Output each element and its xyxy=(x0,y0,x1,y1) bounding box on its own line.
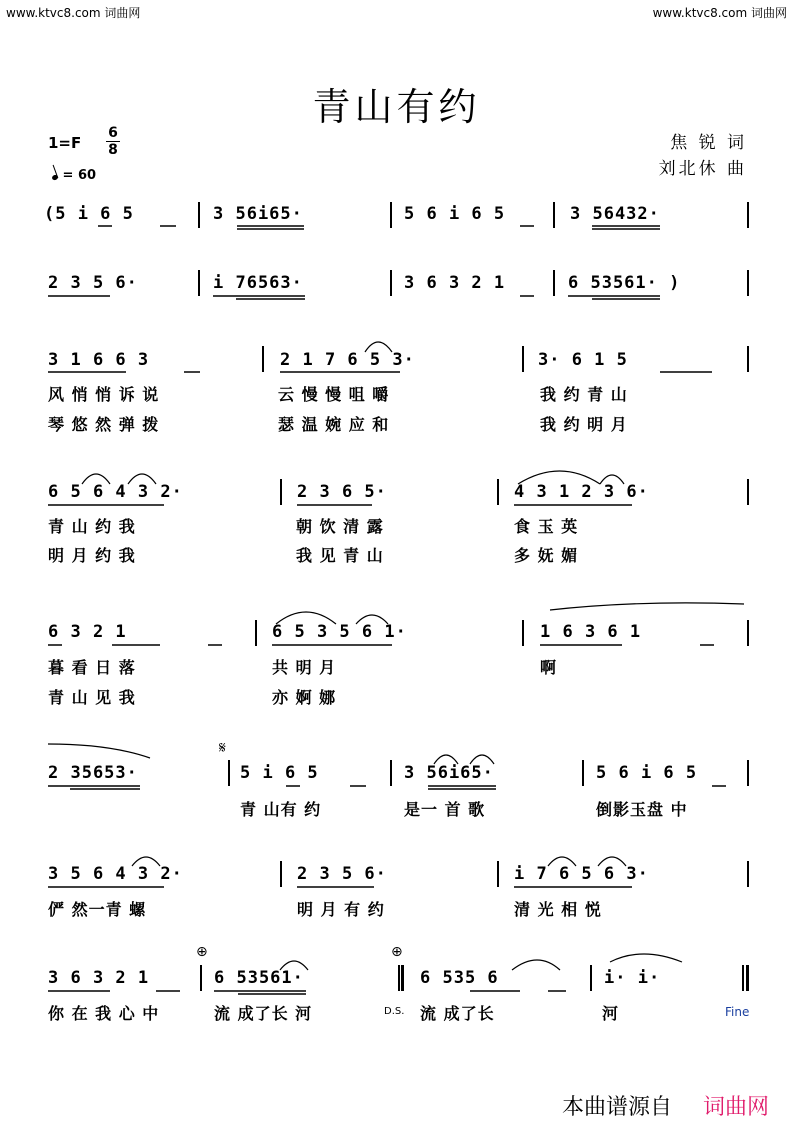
measure-r5-1: 6 3 2 1 xyxy=(48,622,127,642)
lyric-r4-a3: 食 玉 英 xyxy=(514,517,579,536)
barline xyxy=(262,346,264,372)
footer-source: 本曲谱源自 xyxy=(562,1095,673,1120)
measure-r1-1: (5 i 6 5 xyxy=(44,204,134,224)
fine-mark: Fine xyxy=(725,1005,750,1019)
lyric-r8-a2: 流 成了长 河 xyxy=(214,1004,313,1023)
lyric-r5-b1: 青 山 见 我 xyxy=(48,688,136,707)
segno-icon: 𝄋 xyxy=(219,738,226,757)
measure-r8-4: i· i· xyxy=(604,968,661,988)
measure-r6-4: 5 6 i 6 5 xyxy=(596,763,698,783)
measure-r4-2: 2 3 6 5· xyxy=(297,482,387,502)
lyric-r5-a1: 暮 看 日 落 xyxy=(48,658,136,677)
lyric-r8-a4: 河 xyxy=(602,1004,620,1023)
lyric-r3-a3: 我 约 青 山 xyxy=(540,385,628,404)
barline xyxy=(198,270,200,296)
composer: 刘北休 曲 xyxy=(658,159,747,179)
barline xyxy=(742,965,744,991)
barline xyxy=(522,620,524,646)
barline xyxy=(198,202,200,228)
measure-r4-1: 6 5 6 4 3 2· xyxy=(48,482,183,502)
lyric-r6-a3: 是一 首 歌 xyxy=(404,800,486,819)
measure-r5-2: 6 5 3 5 6 1· xyxy=(272,622,407,642)
lyric-r5-a2: 共 明 月 xyxy=(272,658,337,677)
barline xyxy=(747,620,749,646)
coda-icon-2: ⊕ xyxy=(391,944,403,960)
lyric-r4-a2: 朝 饮 清 露 xyxy=(296,517,384,536)
tempo-mark xyxy=(52,168,96,183)
barline xyxy=(746,965,749,991)
lyricist: 焦 锐 词 xyxy=(670,133,747,153)
lyric-r7-a1: 俨 然一青 螺 xyxy=(48,900,147,919)
measure-r3-2: 2 1 7 6 5 3· xyxy=(280,350,415,370)
time-bottom: 8 xyxy=(108,142,118,158)
time-signature xyxy=(106,126,120,157)
measure-r8-3: 6 535 6 xyxy=(420,968,499,988)
measure-r2-1: 2 3 5 6· xyxy=(48,273,138,293)
measure-r6-2: 5 i 6 5 xyxy=(240,763,319,783)
lyric-r4-a1: 青 山 约 我 xyxy=(48,517,136,536)
measure-r2-3: 3 6 3 2 1 xyxy=(404,273,506,293)
lyric-r3-b3: 我 约 明 月 xyxy=(540,415,628,434)
measure-r7-1: 3 5 6 4 3 2· xyxy=(48,864,183,884)
lyric-r3-b1: 琴 悠 然 弹 拨 xyxy=(48,415,160,434)
measure-r3-3: 3· 6 1 5 xyxy=(538,350,628,370)
barline xyxy=(398,965,400,991)
barline xyxy=(522,346,524,372)
measure-r3-1: 3 1 6 6 3 xyxy=(48,350,150,370)
lyric-r7-a3: 清 光 相 悦 xyxy=(514,900,602,919)
barline xyxy=(390,202,392,228)
barline xyxy=(747,479,749,505)
measure-r6-1: 2 35653· xyxy=(48,763,138,783)
barline xyxy=(200,965,202,991)
barline xyxy=(390,270,392,296)
barline xyxy=(553,270,555,296)
barline xyxy=(747,270,749,296)
barline xyxy=(553,202,555,228)
lyric-r4-b3: 多 妩 媚 xyxy=(514,546,579,565)
lyric-r8-a3: 流 成了长 xyxy=(420,1004,495,1023)
lyric-r3-a2: 云 慢 慢 咀 嚼 xyxy=(278,385,390,404)
measure-r7-2: 2 3 5 6· xyxy=(297,864,387,884)
barline xyxy=(390,760,392,786)
barline xyxy=(228,760,230,786)
barline xyxy=(280,861,282,887)
time-top: 6 xyxy=(108,125,118,141)
lyric-r7-a2: 明 月 有 约 xyxy=(297,900,385,919)
measure-r1-4: 3 56432· xyxy=(570,204,660,224)
measure-r8-1: 3 6 3 2 1 xyxy=(48,968,150,988)
measure-r6-3: 3 56i65· xyxy=(404,763,494,783)
lyric-r8-a1: 你 在 我 心 中 xyxy=(48,1004,160,1023)
barline xyxy=(280,479,282,505)
measure-r4-3: 4 3 1 2 3 6· xyxy=(514,482,649,502)
measure-r8-2: 6 53561· xyxy=(214,968,304,988)
barline xyxy=(747,346,749,372)
footer-brand-link[interactable]: 词曲网 xyxy=(703,1095,770,1120)
barline xyxy=(747,760,749,786)
measure-r1-2: 3 56i65· xyxy=(213,204,303,224)
lyric-r3-a1: 风 悄 悄 诉 说 xyxy=(48,385,160,404)
lyric-r3-b2: 瑟 温 婉 应 和 xyxy=(278,415,390,434)
barline xyxy=(401,965,404,991)
barline xyxy=(497,479,499,505)
coda-icon-1: ⊕ xyxy=(196,944,208,960)
quarter-note-icon xyxy=(51,174,58,181)
lyric-r6-a2: 青 山有 约 xyxy=(240,800,322,819)
tempo-value: = 60 xyxy=(62,168,97,183)
barline xyxy=(255,620,257,646)
lyric-r5-a3: 啊 xyxy=(540,658,558,677)
lyric-r4-b2: 我 见 青 山 xyxy=(296,546,384,565)
barline xyxy=(747,202,749,228)
header-left-url[interactable]: www.ktvc8.com 词曲网 xyxy=(6,6,141,20)
lyric-r6-a4: 倒影玉盘 中 xyxy=(596,800,688,819)
measure-r5-3: 1 6 3 6 1 xyxy=(540,622,642,642)
header-right-url[interactable]: www.ktvc8.com 词曲网 xyxy=(652,6,787,20)
ds-mark: D.S. xyxy=(384,1006,405,1017)
key-signature: 1=F xyxy=(48,134,82,152)
song-title: 青山有约 xyxy=(312,85,481,129)
measure-r1-3: 5 6 i 6 5 xyxy=(404,204,506,224)
barline xyxy=(497,861,499,887)
measure-r2-2: i 76563· xyxy=(213,273,303,293)
lyric-r5-b2: 亦 婀 娜 xyxy=(272,688,337,707)
lyric-r4-b1: 明 月 约 我 xyxy=(48,546,136,565)
barline xyxy=(582,760,584,786)
measure-r7-3: i 7 6 5 6 3· xyxy=(514,864,649,884)
measure-r2-4: 6 53561· ) xyxy=(568,273,681,293)
barline xyxy=(747,861,749,887)
barline xyxy=(590,965,592,991)
